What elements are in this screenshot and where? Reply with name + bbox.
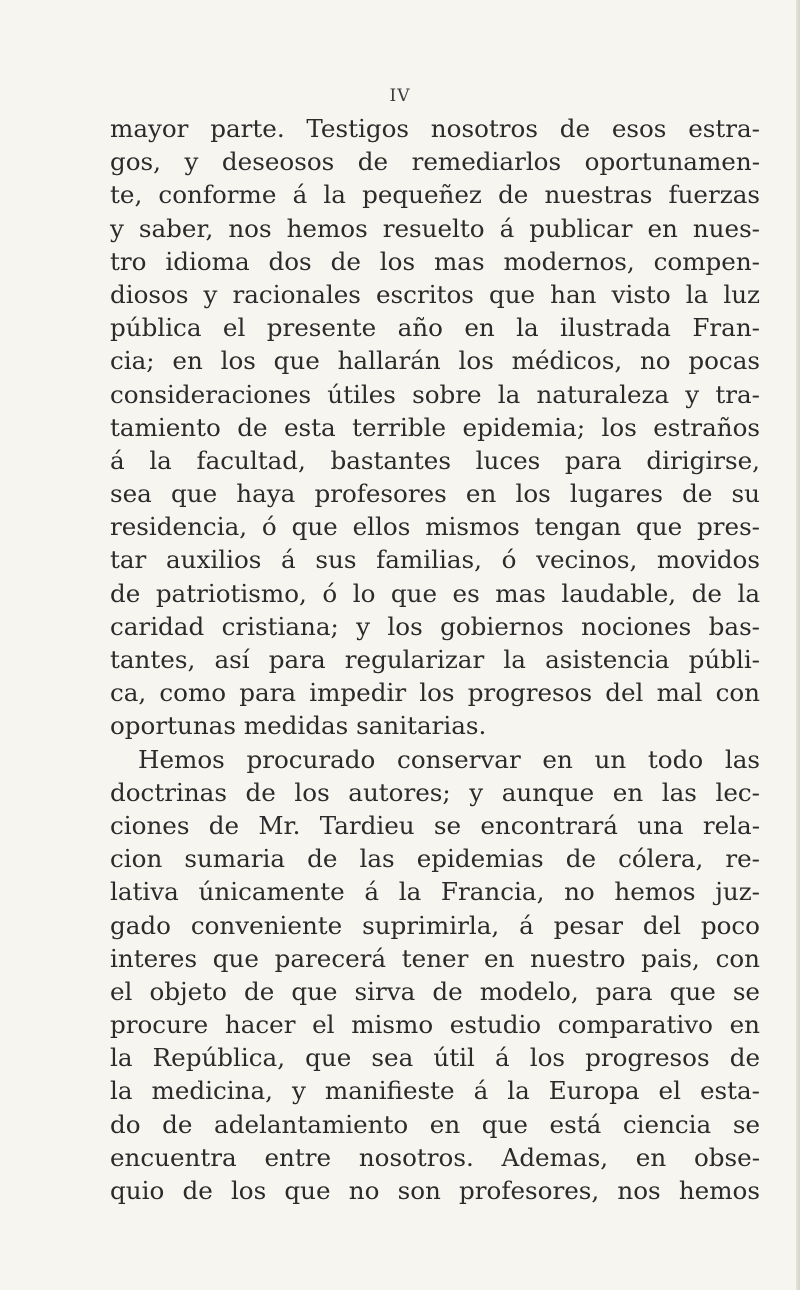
text-line: encuentra entre nosotros. Ademas, en obse- — [110, 1142, 760, 1172]
text-line: mayor parte. Testigos nosotros de esos estra- — [110, 114, 760, 143]
text-line: cion sumaria de las epidemias de cólera, re- — [110, 844, 760, 874]
text-line: tantes, así para regularizar la asistencia públi- — [110, 645, 760, 674]
text-line: procure hacer el mismo estudio comparativo en — [110, 1010, 760, 1040]
text-line: ca, como para impedir los progresos del mal con — [110, 678, 760, 708]
text-line: á la facultad, bastantes luces para dirigirse, — [110, 445, 760, 475]
text-line: gos, y deseosos de remediarlos oportunamen- — [110, 147, 760, 177]
text-line: lativa únicamente á la Francia, no hemos juz- — [110, 877, 760, 907]
text-line: pública el presente año en la ilustrada Fran- — [110, 313, 760, 343]
text-line: do de adelantamiento en que está ciencia se — [110, 1109, 760, 1139]
body-text — [110, 112, 760, 1207]
text-line: tar auxilios á sus familias, ó vecinos, movidos — [110, 545, 760, 575]
text-line: consideraciones útiles sobre la naturaleza y tra- — [110, 379, 760, 409]
text-line: de patriotismo, ó lo que es mas laudable, de la — [110, 578, 760, 608]
text-line: quio de los que no son profesores, nos hemos — [110, 1176, 760, 1205]
text-line: ciones de Mr. Tardieu se encontrará una rela- — [110, 810, 760, 840]
text-line: interes que parecerá tener en nuestro pais, con — [110, 943, 760, 973]
text-line: sea que haya profesores en los lugares de su — [110, 479, 760, 509]
text-line: cia; en los que hallarán los médicos, no pocas — [110, 346, 760, 376]
text-line: gado conveniente suprimirla, á pesar del poco — [110, 910, 760, 940]
text-line: caridad cristiana; y los gobiernos nociones bas- — [110, 611, 760, 641]
text-line: oportunas medidas sanitarias. — [110, 711, 487, 741]
text-line: la República, que sea útil á los progresos de — [110, 1043, 760, 1073]
text-line: el objeto de que sirva de modelo, para que se — [110, 976, 760, 1006]
text-line: residencia, ó que ellos mismos tengan que pres- — [110, 512, 760, 542]
text-line: tamiento de esta terrible epidemia; los estraños — [110, 412, 760, 442]
page-edge — [796, 0, 800, 1290]
text-line: doctrinas de los autores; y aunque en las lec- — [110, 777, 760, 807]
text-line: Hemos procurado conservar en un todo las — [138, 744, 760, 774]
text-line: y saber, nos hemos resuelto á publicar en nues- — [110, 213, 760, 243]
text-line: te, conforme á la pequeñez de nuestras fuerzas — [110, 180, 760, 210]
text-line: tro idioma dos de los mas modernos, compen- — [110, 246, 760, 276]
text-line: la medicina, y manifieste á la Europa el esta- — [110, 1076, 760, 1106]
page-number: IV — [389, 86, 411, 106]
text-line: diosos y racionales escritos que han visto la luz — [110, 279, 760, 309]
